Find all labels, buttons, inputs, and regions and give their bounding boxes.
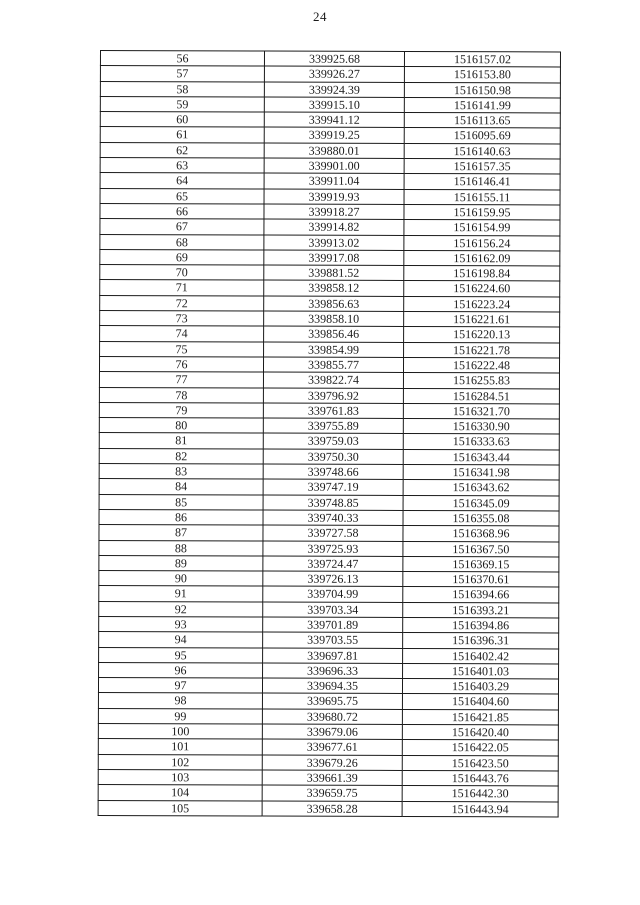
point-number-cell: 97 bbox=[98, 678, 262, 694]
table-row bbox=[98, 754, 558, 771]
table-row bbox=[98, 678, 558, 695]
table-row bbox=[100, 295, 560, 312]
x-coordinate-cell: 339854.99 bbox=[264, 342, 404, 358]
x-coordinate-cell: 339911.04 bbox=[264, 173, 404, 189]
table-row bbox=[100, 280, 560, 297]
x-coordinate-cell: 339755.89 bbox=[263, 418, 403, 434]
table-row bbox=[99, 571, 559, 588]
point-number-cell: 79 bbox=[99, 402, 263, 418]
point-number-cell: 81 bbox=[99, 433, 263, 449]
point-number-cell: 105 bbox=[98, 800, 262, 816]
point-number-cell: 91 bbox=[99, 586, 263, 602]
y-coordinate-cell: 1516404.60 bbox=[402, 694, 558, 710]
table-row bbox=[98, 785, 558, 802]
point-number-cell: 60 bbox=[100, 112, 264, 128]
x-coordinate-cell: 339914.82 bbox=[264, 219, 404, 235]
x-coordinate-cell: 339919.93 bbox=[264, 189, 404, 205]
point-number-cell: 69 bbox=[100, 249, 264, 265]
y-coordinate-cell: 1516443.76 bbox=[402, 770, 558, 786]
y-coordinate-cell: 1516146.41 bbox=[404, 174, 560, 190]
table-row bbox=[100, 265, 560, 282]
point-number-cell: 63 bbox=[100, 158, 264, 174]
y-coordinate-cell: 1516343.62 bbox=[403, 480, 559, 496]
y-coordinate-cell: 1516141.99 bbox=[404, 97, 560, 113]
y-coordinate-cell: 1516330.90 bbox=[403, 419, 559, 435]
point-number-cell: 80 bbox=[99, 418, 263, 434]
table-row bbox=[100, 341, 560, 358]
table-row bbox=[99, 464, 559, 481]
y-coordinate-cell: 1516156.24 bbox=[404, 235, 560, 251]
x-coordinate-cell: 339677.61 bbox=[262, 739, 402, 755]
x-coordinate-cell: 339727.58 bbox=[263, 525, 403, 541]
table-row bbox=[99, 601, 559, 618]
point-number-cell: 84 bbox=[99, 479, 263, 495]
y-coordinate-cell: 1516355.08 bbox=[403, 510, 559, 526]
x-coordinate-cell: 339659.75 bbox=[262, 785, 402, 801]
table-row bbox=[99, 479, 559, 496]
point-number-cell: 93 bbox=[99, 616, 263, 632]
y-coordinate-cell: 1516321.70 bbox=[403, 403, 559, 419]
point-number-cell: 96 bbox=[99, 662, 263, 678]
y-coordinate-cell: 1516394.66 bbox=[403, 587, 559, 603]
x-coordinate-cell: 339748.85 bbox=[263, 495, 403, 511]
point-number-cell: 64 bbox=[100, 173, 264, 189]
y-coordinate-cell: 1516162.09 bbox=[404, 250, 560, 266]
table-row bbox=[99, 586, 559, 603]
point-number-cell: 83 bbox=[99, 464, 263, 480]
x-coordinate-cell: 339913.02 bbox=[264, 235, 404, 251]
point-number-cell: 59 bbox=[100, 96, 264, 112]
y-coordinate-cell: 1516284.51 bbox=[403, 388, 559, 404]
point-number-cell: 56 bbox=[100, 51, 264, 67]
x-coordinate-cell: 339915.10 bbox=[264, 97, 404, 113]
y-coordinate-cell: 1516157.35 bbox=[404, 159, 560, 175]
table-row bbox=[100, 249, 560, 266]
table-row bbox=[100, 158, 560, 175]
table-row bbox=[99, 387, 559, 404]
table-row bbox=[99, 540, 559, 557]
point-number-cell: 57 bbox=[100, 66, 264, 82]
y-coordinate-cell: 1516198.84 bbox=[404, 266, 560, 282]
y-coordinate-cell: 1516394.86 bbox=[403, 617, 559, 633]
table-row bbox=[98, 769, 558, 786]
table-row bbox=[100, 173, 560, 190]
table-row bbox=[99, 632, 559, 649]
x-coordinate-cell: 339924.39 bbox=[264, 82, 404, 98]
x-coordinate-cell: 339658.28 bbox=[262, 801, 402, 817]
point-number-cell: 72 bbox=[100, 295, 264, 311]
y-coordinate-cell: 1516396.31 bbox=[403, 633, 559, 649]
point-number-cell: 100 bbox=[98, 724, 262, 740]
x-coordinate-cell: 339747.19 bbox=[263, 479, 403, 495]
x-coordinate-cell: 339740.33 bbox=[263, 510, 403, 526]
point-number-cell: 77 bbox=[99, 372, 263, 388]
x-coordinate-cell: 339697.81 bbox=[263, 648, 403, 664]
table-row bbox=[100, 219, 560, 236]
y-coordinate-cell: 1516420.40 bbox=[402, 725, 558, 741]
coordinates-table-body bbox=[98, 51, 560, 817]
point-number-cell: 67 bbox=[100, 219, 264, 235]
y-coordinate-cell: 1516223.24 bbox=[404, 296, 560, 312]
table-row bbox=[100, 127, 560, 144]
x-coordinate-cell: 339679.06 bbox=[262, 724, 402, 740]
table-row bbox=[99, 418, 559, 435]
x-coordinate-cell: 339941.12 bbox=[264, 112, 404, 128]
x-coordinate-cell: 339725.93 bbox=[263, 541, 403, 557]
table-row bbox=[100, 234, 560, 251]
y-coordinate-cell: 1516095.69 bbox=[404, 128, 560, 144]
y-coordinate-cell: 1516343.44 bbox=[403, 449, 559, 465]
table-row bbox=[99, 448, 559, 465]
x-coordinate-cell: 339822.74 bbox=[263, 372, 403, 388]
y-coordinate-cell: 1516155.11 bbox=[404, 189, 560, 205]
point-number-cell: 74 bbox=[100, 326, 264, 342]
table-row bbox=[99, 356, 559, 373]
x-coordinate-cell: 339695.75 bbox=[262, 693, 402, 709]
x-coordinate-cell: 339918.27 bbox=[264, 204, 404, 220]
point-number-cell: 101 bbox=[98, 739, 262, 755]
y-coordinate-cell: 1516345.09 bbox=[403, 495, 559, 511]
point-number-cell: 94 bbox=[99, 632, 263, 648]
table-row bbox=[99, 525, 559, 542]
table-row bbox=[100, 51, 560, 68]
y-coordinate-cell: 1516402.42 bbox=[403, 648, 559, 664]
x-coordinate-cell: 339661.39 bbox=[262, 770, 402, 786]
x-coordinate-cell: 339694.35 bbox=[262, 678, 402, 694]
point-number-cell: 103 bbox=[98, 769, 262, 785]
y-coordinate-cell: 1516443.94 bbox=[402, 801, 558, 817]
point-number-cell: 85 bbox=[99, 494, 263, 510]
table-row bbox=[100, 81, 560, 98]
x-coordinate-cell: 339759.03 bbox=[263, 433, 403, 449]
y-coordinate-cell: 1516157.02 bbox=[404, 51, 560, 67]
x-coordinate-cell: 339701.89 bbox=[263, 617, 403, 633]
table-row bbox=[100, 96, 560, 113]
y-coordinate-cell: 1516224.60 bbox=[404, 281, 560, 297]
x-coordinate-cell: 339880.01 bbox=[264, 143, 404, 159]
y-coordinate-cell: 1516421.85 bbox=[402, 709, 558, 725]
y-coordinate-cell: 1516333.63 bbox=[403, 434, 559, 450]
point-number-cell: 89 bbox=[99, 555, 263, 571]
y-coordinate-cell: 1516113.65 bbox=[404, 113, 560, 129]
y-coordinate-cell: 1516423.50 bbox=[402, 755, 558, 771]
point-number-cell: 73 bbox=[100, 311, 264, 327]
x-coordinate-cell: 339726.13 bbox=[263, 571, 403, 587]
x-coordinate-cell: 339856.46 bbox=[264, 326, 404, 342]
y-coordinate-cell: 1516393.21 bbox=[403, 602, 559, 618]
x-coordinate-cell: 339858.10 bbox=[264, 311, 404, 327]
point-number-cell: 66 bbox=[100, 203, 264, 219]
y-coordinate-cell: 1516401.03 bbox=[403, 663, 559, 679]
coordinates-table bbox=[98, 50, 561, 817]
table-row bbox=[99, 372, 559, 389]
x-coordinate-cell: 339703.34 bbox=[263, 602, 403, 618]
point-number-cell: 61 bbox=[100, 127, 264, 143]
point-number-cell: 86 bbox=[99, 509, 263, 525]
point-number-cell: 65 bbox=[100, 188, 264, 204]
point-number-cell: 88 bbox=[99, 540, 263, 556]
point-number-cell: 62 bbox=[100, 142, 264, 158]
x-coordinate-cell: 339917.08 bbox=[264, 250, 404, 266]
point-number-cell: 92 bbox=[99, 601, 263, 617]
table-row bbox=[98, 708, 558, 725]
table-row bbox=[99, 433, 559, 450]
y-coordinate-cell: 1516442.30 bbox=[402, 786, 558, 802]
table-row bbox=[100, 311, 560, 328]
x-coordinate-cell: 339680.72 bbox=[262, 709, 402, 725]
table-row bbox=[100, 188, 560, 205]
x-coordinate-cell: 339748.66 bbox=[263, 464, 403, 480]
y-coordinate-cell: 1516422.05 bbox=[402, 740, 558, 756]
point-number-cell: 58 bbox=[100, 81, 264, 97]
x-coordinate-cell: 339919.25 bbox=[264, 128, 404, 144]
y-coordinate-cell: 1516153.80 bbox=[404, 67, 560, 83]
x-coordinate-cell: 339901.00 bbox=[264, 158, 404, 174]
table-row bbox=[100, 326, 560, 343]
table-row bbox=[99, 647, 559, 664]
table-row bbox=[99, 616, 559, 633]
x-coordinate-cell: 339856.63 bbox=[264, 296, 404, 312]
x-coordinate-cell: 339724.47 bbox=[263, 556, 403, 572]
page-number: 24 bbox=[313, 9, 327, 24]
point-number-cell: 70 bbox=[100, 265, 264, 281]
point-number-cell: 102 bbox=[98, 754, 262, 770]
table-row bbox=[98, 724, 558, 741]
table-row bbox=[100, 142, 560, 159]
x-coordinate-cell: 339925.68 bbox=[264, 51, 404, 67]
x-coordinate-cell: 339796.92 bbox=[263, 388, 403, 404]
y-coordinate-cell: 1516150.98 bbox=[404, 82, 560, 98]
point-number-cell: 104 bbox=[98, 785, 262, 801]
x-coordinate-cell: 339855.77 bbox=[263, 357, 403, 373]
x-coordinate-cell: 339858.12 bbox=[264, 280, 404, 296]
table-row bbox=[99, 555, 559, 572]
point-number-cell: 82 bbox=[99, 448, 263, 464]
table-row bbox=[98, 693, 558, 710]
x-coordinate-cell: 339703.55 bbox=[263, 632, 403, 648]
point-number-cell: 95 bbox=[99, 647, 263, 663]
y-coordinate-cell: 1516221.61 bbox=[404, 312, 560, 328]
y-coordinate-cell: 1516221.78 bbox=[404, 342, 560, 358]
point-number-cell: 87 bbox=[99, 525, 263, 541]
x-coordinate-cell: 339926.27 bbox=[264, 66, 404, 82]
y-coordinate-cell: 1516368.96 bbox=[403, 526, 559, 542]
x-coordinate-cell: 339881.52 bbox=[264, 265, 404, 281]
table-row bbox=[98, 739, 558, 756]
y-coordinate-cell: 1516140.63 bbox=[404, 143, 560, 159]
point-number-cell: 78 bbox=[99, 387, 263, 403]
y-coordinate-cell: 1516154.99 bbox=[404, 220, 560, 236]
point-number-cell: 98 bbox=[98, 693, 262, 709]
y-coordinate-cell: 1516255.83 bbox=[403, 373, 559, 389]
y-coordinate-cell: 1516370.61 bbox=[403, 572, 559, 588]
point-number-cell: 71 bbox=[100, 280, 264, 296]
y-coordinate-cell: 1516222.48 bbox=[403, 357, 559, 373]
table-row bbox=[100, 203, 560, 220]
point-number-cell: 68 bbox=[100, 234, 264, 250]
table-row bbox=[98, 800, 558, 817]
table-row bbox=[99, 494, 559, 511]
y-coordinate-cell: 1516159.95 bbox=[404, 204, 560, 220]
table-row bbox=[99, 662, 559, 679]
x-coordinate-cell: 339750.30 bbox=[263, 449, 403, 465]
x-coordinate-cell: 339679.26 bbox=[262, 755, 402, 771]
point-number-cell: 99 bbox=[98, 708, 262, 724]
x-coordinate-cell: 339696.33 bbox=[263, 663, 403, 679]
table-row bbox=[99, 509, 559, 526]
x-coordinate-cell: 339761.83 bbox=[263, 403, 403, 419]
table-row bbox=[100, 66, 560, 83]
table-row bbox=[99, 402, 559, 419]
point-number-cell: 90 bbox=[99, 571, 263, 587]
x-coordinate-cell: 339704.99 bbox=[263, 586, 403, 602]
y-coordinate-cell: 1516220.13 bbox=[404, 327, 560, 343]
y-coordinate-cell: 1516367.50 bbox=[403, 541, 559, 557]
y-coordinate-cell: 1516403.29 bbox=[402, 679, 558, 695]
point-number-cell: 75 bbox=[100, 341, 264, 357]
point-number-cell: 76 bbox=[99, 356, 263, 372]
y-coordinate-cell: 1516369.15 bbox=[403, 556, 559, 572]
y-coordinate-cell: 1516341.98 bbox=[403, 464, 559, 480]
table-row bbox=[100, 112, 560, 129]
